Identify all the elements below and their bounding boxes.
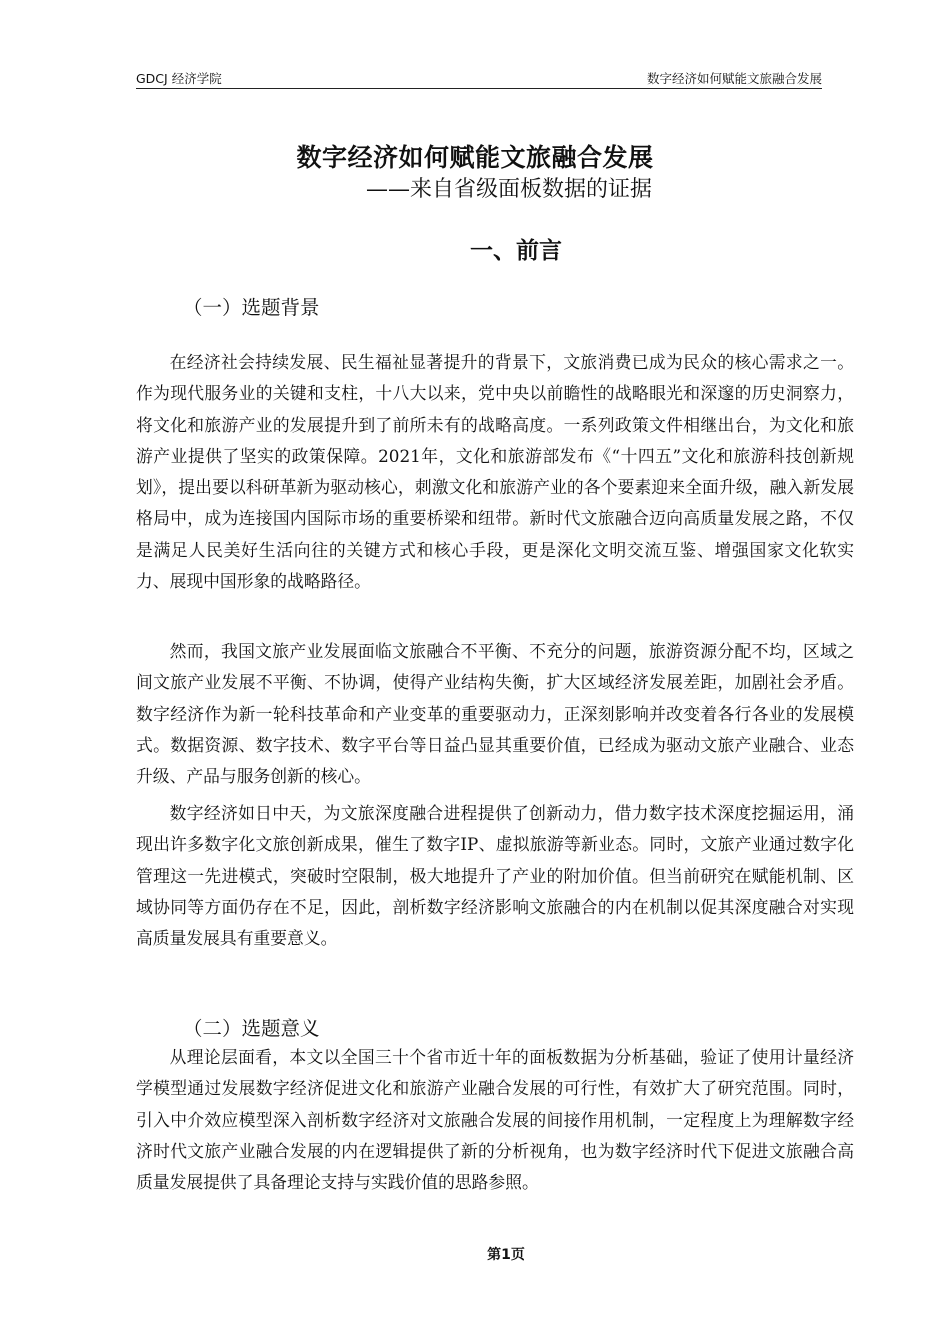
header-left-text: GDCJ 经济学院 [136, 71, 222, 86]
paragraph-significance-1: 从理论层面看，本文以全国三十个省市近十年的面板数据为分析基础，验证了使用计量经济学模型通过发展数字经济促进文化和旅游产业融合发展的可行性，有效扩大了研究范围。同时，引入中介效应模型深入剖析数字经济对文旅融合发展的间接作用机制，一定程度上为理解数字经济时代文旅产业融合发展的内在逻辑提供了新的分析视角，也为数字经济时代下促进文旅融合高质量发展提供了具备理论支持与实践价值的思路参照。 [136, 1047, 854, 1193]
page-number: 第1页 [487, 1247, 525, 1263]
header-right-text: 数字经济如何赋能文旅融合发展 [646, 71, 822, 86]
page-header [136, 66, 822, 89]
subsection-heading-background: （一）选题背景 [183, 296, 320, 319]
paper-title: 数字经济如何赋能文旅融合发展 [296, 143, 654, 172]
paragraph-background-1: 在经济社会持续发展、民生福祉显著提升的背景下，文旅消费已成为民众的核心需求之一。作为现代服务业的关键和支柱，十八大以来，党中央以前瞻性的战略眼光和深邃的历史洞察力，将文化和旅游产业的发展提升到了前所未有的战略高度。一系列政策文件相继出台，为文化和旅游产业提供了坚实的政策保障。2021年，文化和旅游部发布《“十四五”文化和旅游科技创新规划》，提出要以科研革新为驱动核心，刺激文化和旅游产业的各个要素迎来全面升级，融入新发展格局中，成为连接国内国际市场的重要桥梁和纽带。新时代文旅融合迈向高质量发展之路，不仅是满足人民美好生活向往的关键方式和核心手段，更是深化文明交流互鉴、增强国家文化软实力、展现中国形象的战略路径。 [136, 352, 854, 592]
section-heading-foreword: 一、前言 [470, 238, 562, 264]
subsection-heading-significance: （二）选题意义 [183, 1017, 320, 1040]
paper-subtitle: ——来自省级面板数据的证据 [365, 177, 652, 202]
paragraph-background-2: 然而，我国文旅产业发展面临文旅融合不平衡、不充分的问题，旅游资源分配不均，区域之间文旅产业发展不平衡、不协调，使得产业结构失衡，扩大区域经济发展差距，加剧社会矛盾。数字经济作为新一轮科技革命和产业变革的重要驱动力，正深刻影响并改变着各行各业的发展模式。数据资源、数字技术、数字平台等日益凸显其重要价值，已经成为驱动文旅产业融合、业态升级、产品与服务创新的核心。 [136, 641, 854, 787]
paragraph-background-3: 数字经济如日中天，为文旅深度融合进程提供了创新动力，借力数字技术深度挖掘运用，涌现出许多数字化文旅创新成果，催生了数字IP、虚拟旅游等新业态。同时，文旅产业通过数字化管理这一先进模式，突破时空限制，极大地提升了产业的附加价值。但当前研究在赋能机制、区域协同等方面仍存在不足，因此，剖析数字经济影响文旅融合的内在机制以促其深度融合对实现高质量发展具有重要意义。 [136, 803, 854, 949]
